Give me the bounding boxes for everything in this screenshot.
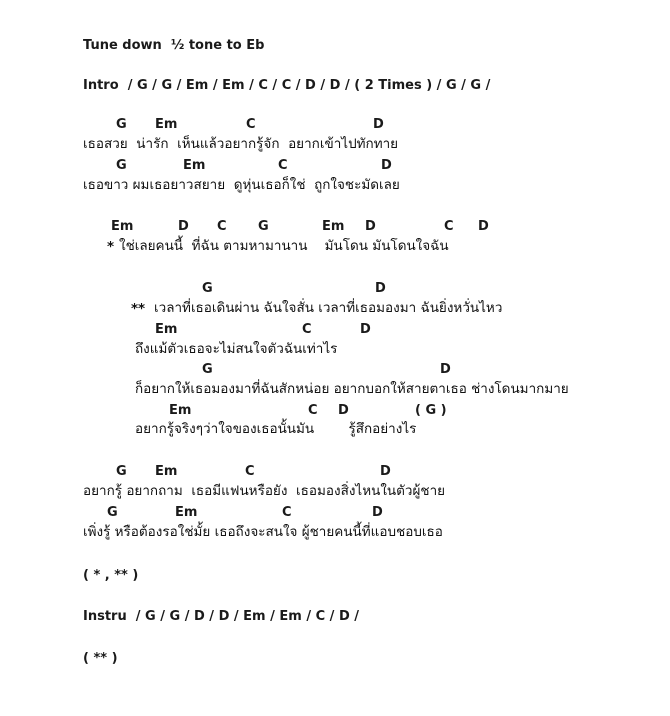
chord: G: [116, 117, 127, 132]
chord: D: [365, 219, 376, 234]
tuning-note: Tune down ½ tone to Eb: [83, 38, 265, 53]
lyric-line: ถึงแม้ตัวเธอจะไม่สนใจตัวฉันเท่าไร: [135, 341, 338, 357]
section-marker: *: [107, 239, 115, 255]
lyric-line: เธอขาว ผมเธอยาวสยาย ดูหุ่นเธอก็ใช่ ถูกใจชะมัดเลย: [83, 177, 400, 193]
chord: C: [246, 117, 256, 132]
chord: G: [258, 219, 269, 234]
lyric-line: อยากรู้ อยากถาม เธอมีแฟนหรือยัง เธอมองสิ่งไหนในตัวผู้ชาย: [83, 483, 446, 499]
lyric-line: เธอสวย น่ารัก เห็นแล้วอยากรู้จัก อยากเข้าไปทักทาย: [83, 136, 399, 152]
chord: ( G ): [415, 403, 447, 418]
chord: Em: [322, 219, 345, 234]
repeat-instruction: ( * , ** ): [83, 568, 139, 583]
chord: G: [202, 281, 213, 296]
instrumental-progression: Instru / G / G / D / D / Em / Em / C / D /: [83, 609, 360, 624]
chord: Em: [155, 117, 178, 132]
chord: Em: [111, 219, 134, 234]
chord: C: [444, 219, 454, 234]
chord: C: [308, 403, 318, 418]
chord: C: [245, 464, 255, 479]
chord: Em: [183, 158, 206, 173]
chord: C: [282, 505, 292, 520]
chord: D: [380, 464, 391, 479]
chord: C: [278, 158, 288, 173]
chord: D: [381, 158, 392, 173]
chord: D: [372, 505, 383, 520]
chord: Em: [169, 403, 192, 418]
chord: G: [116, 464, 127, 479]
chord: G: [202, 362, 213, 377]
chord: D: [178, 219, 189, 234]
lyric-line: ก็อยากให้เธอมองมาที่ฉันสักหน่อย อยากบอกให้สายตาเธอ ช่างโดนมากมาย: [135, 381, 569, 397]
chord: C: [217, 219, 227, 234]
lyric-line: อยากรู้จริงๆว่าใจของเธอนั้นมัน รู้สึกอย่างไร: [135, 421, 417, 437]
repeat-instruction: ( ** ): [83, 651, 118, 666]
lyric-line: เวลาที่เธอเดินผ่าน ฉันใจสั่น เวลาที่เธอมองมา ฉันยิ่งหวั่นไหว: [154, 300, 503, 316]
lyric-line: ใช่เลยคนนี้ ที่ฉัน ตามหามานาน มันโดน มันโดนใจฉัน: [119, 238, 449, 254]
lyric-line: เพิ่งรู้ หรือต้องรอใช่มั้ย เธอถึงจะสนใจ ผู้ชายคนนี้ที่แอบชอบเธอ: [83, 524, 443, 540]
intro-progression: Intro / G / G / Em / Em / C / C / D / D / ( 2 Times ) / G / G /: [83, 78, 491, 93]
chord: Em: [175, 505, 198, 520]
chord: D: [375, 281, 386, 296]
chord: G: [116, 158, 127, 173]
chord: D: [360, 322, 371, 337]
chord: D: [373, 117, 384, 132]
chord: Em: [155, 322, 178, 337]
section-marker: **: [131, 301, 146, 317]
chord: D: [338, 403, 349, 418]
chord: D: [478, 219, 489, 234]
chord: G: [107, 505, 118, 520]
chord: C: [302, 322, 312, 337]
chord: Em: [155, 464, 178, 479]
chord: D: [440, 362, 451, 377]
